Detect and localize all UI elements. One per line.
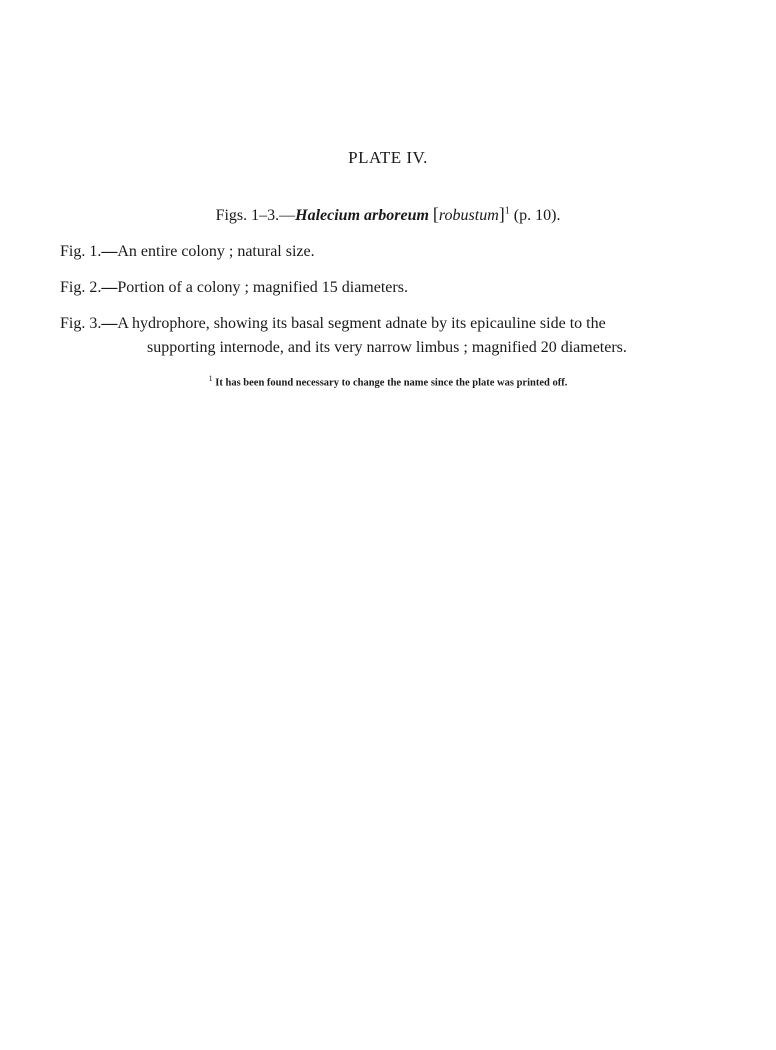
footnote (0, 374, 776, 389)
figure-label: Fig. 3. (60, 315, 102, 332)
figure-label: Fig. 1. (60, 243, 102, 260)
caption-dash: — (101, 243, 118, 260)
footnote-text: It has been found necessary to change the name since the plate was printed off. (215, 377, 568, 389)
bracket-open: [ (432, 204, 439, 224)
caption-dash: — (101, 279, 118, 296)
figure-caption-1 (60, 240, 720, 264)
caption-dash: — (101, 315, 118, 332)
alternate-name: robustum (438, 207, 499, 224)
figure-description: An entire colony ; natural size. (117, 243, 315, 260)
figure-label: Fig. 2. (60, 279, 102, 296)
heading-prefix: Figs. 1–3.— (215, 207, 296, 224)
figure-description: A hydrophore, showing its basal segment adnate by its epicauline side to the (117, 315, 606, 332)
footnote-mark: 1 (208, 374, 213, 383)
figure-description: Portion of a colony ; magnified 15 diameters. (117, 279, 408, 296)
figure-caption-2 (60, 276, 720, 300)
footnote-reference: 1 (504, 205, 510, 217)
plate-title: PLATE IV. (348, 148, 428, 167)
figure-group-heading (0, 204, 776, 225)
figure-description-continued: supporting internode, and its very narrow limbus ; magnified 20 diameters. (147, 339, 627, 356)
figure-caption-3 (60, 312, 720, 360)
bracket-close: ] (498, 204, 505, 224)
page-reference: (p. 10). (513, 207, 561, 224)
species-name: Halecium arboreum (295, 207, 429, 224)
